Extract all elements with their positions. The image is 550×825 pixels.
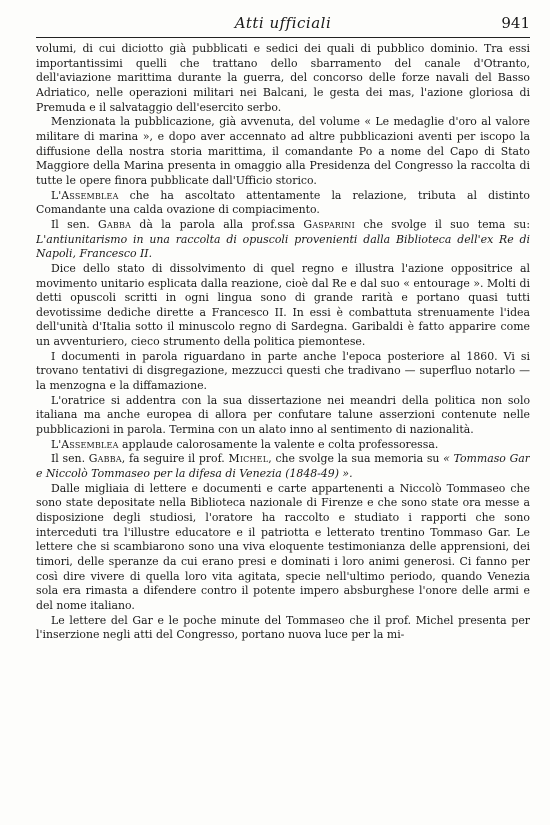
paragraph	[36, 189, 530, 218]
italic-title: L'antiunitarismo in una raccolta di opuscoli provenienti dalla Biblioteca dell'ex Re di Napoli, Francesco II.	[36, 232, 530, 261]
text-run: applaude calorosamente la valente e colta professoressa.	[118, 437, 439, 451]
paragraph	[36, 42, 530, 115]
small-caps-name: Assemblea	[61, 188, 119, 202]
paragraph	[36, 452, 530, 481]
small-caps-name: Gabba	[88, 452, 122, 466]
small-caps-name: Gabba	[98, 217, 132, 231]
header-rule	[36, 37, 530, 38]
text-run: , che svolge la sua memoria su	[268, 452, 444, 466]
body-text	[36, 42, 530, 819]
text-run: Dalle migliaia di lettere e documenti e carte appartenenti a Niccolò Tommaseo che sono state depositate nella Biblioteca nazionale di Firenze e che sono state ora messe a disposizione degli studiosi, l'oratore ha raccolto e studiato i rapporti che sono interceduti tra l'illustre educatore e il patriotta e letterato trentino Tommaso Gar. Le lettere che si scambiarono sono una viva eloquente testimonianza delle apprensioni, dei timori, delle speranze da cui erano presi e dominati i loro animi generosi. Ci fanno per così dire vivere di quella loro vita agitata, specie nell'ultimo periodo, quando Venezia sola era rimasta a difendere contro il potente impero absburghese l'onore delle armi e del nome italiano.	[36, 481, 530, 612]
text-run: L'	[51, 437, 62, 451]
paragraph	[36, 438, 530, 453]
paragraph	[36, 218, 530, 262]
small-caps-name: Assemblea	[61, 437, 119, 451]
paragraph	[36, 482, 530, 614]
small-caps-name: Michel	[228, 452, 269, 466]
text-run: I documenti in parola riguardano in parte anche l'epoca posteriore al 1860. Vi si trovano tentativi di disgregazione, mezzucci questi che tradivano — superfluo notarlo — la menzogna e la diffamazione.	[36, 349, 530, 393]
paragraph	[36, 262, 530, 350]
page-header	[36, 14, 530, 36]
paragraph	[36, 115, 530, 188]
text-run: che svolge il suo tema su:	[354, 217, 530, 231]
paragraph	[36, 394, 530, 438]
text-run: , fa seguire il prof.	[121, 452, 229, 466]
page-number: 941	[501, 14, 530, 32]
italic-title: « Tommaso Gar e Niccolò Tommaseo per la difesa di Venezia (1848-49) ».	[36, 452, 530, 481]
paragraph	[36, 350, 530, 394]
text-run: Il sen.	[51, 217, 99, 231]
text-run: Menzionata la pubblicazione, già avvenuta, del volume « Le medaglie d'oro al valore militare di marina », e dopo aver accennato ad altre pubblicazioni aventi per iscopo la diffusione della nostra storia marittima, il comandante Po a nome del Capo di Stato Maggiore della Marina presenta in omaggio alla Presidenza del Congresso la raccolta di tutte le opere finora pubblicate dall'Ufficio storico.	[36, 115, 530, 187]
text-run: Le lettere del Gar e le poche minute del Tommaseo che il prof. Michel presenta per l'inserzione negli atti del Congresso, portano nuova luce per la mi-	[36, 613, 530, 642]
text-run: L'oratrice si addentra con la sua dissertazione nei meandri della politica non solo italiana ma anche europea di allora per confutare talune asserzioni contenute nelle pubblicazioni in parola. Termina con un alato inno al sentimento di nazionalità.	[36, 393, 530, 437]
text-run: Il sen.	[51, 452, 89, 466]
small-caps-name: Gasparini	[303, 217, 355, 231]
text-run: che ha ascoltato attentamente la relazione, tributa al distinto Comandante una calda ovazione di compiacimento.	[36, 188, 530, 217]
text-run: Dice dello stato di dissolvimento di quel regno e illustra l'azione oppositrice al movimento unitario esplicata dalla reazione, cioè dal Re e dal suo « entourage ». Molti di detti opuscoli scritti in ogni lingua sono di grande rarità e portano quasi tutti devotissime dediche dirette a Francesco II. In essi è combattuta strenuamente l'idea dell'unità d'Italia sotto il minuscolo regno di Sardegna. Garibaldi è fatto apparire come un avventuriero, cieco strumento della politica piemontese.	[36, 261, 530, 349]
text-run: L'	[51, 188, 62, 202]
text-run: dà la parola alla prof.ssa	[131, 217, 304, 231]
text-run: volumi, di cui diciotto già pubblicati e sedici dei quali di pubblico dominio. Tra essi importantissimi quelli che trattano dello sbarramento del canale d'Otranto, dell'aviazione marittima durante la guerra, del concorso delle forze navali del Basso Adriatico, nelle operazioni militari nei Balcani, le gesta dei mas, l'azione gloriosa di Premuda e il salvataggio dell'esercito serbo.	[36, 42, 530, 114]
running-title: Atti ufficiali	[234, 14, 332, 32]
paragraph	[36, 614, 530, 643]
